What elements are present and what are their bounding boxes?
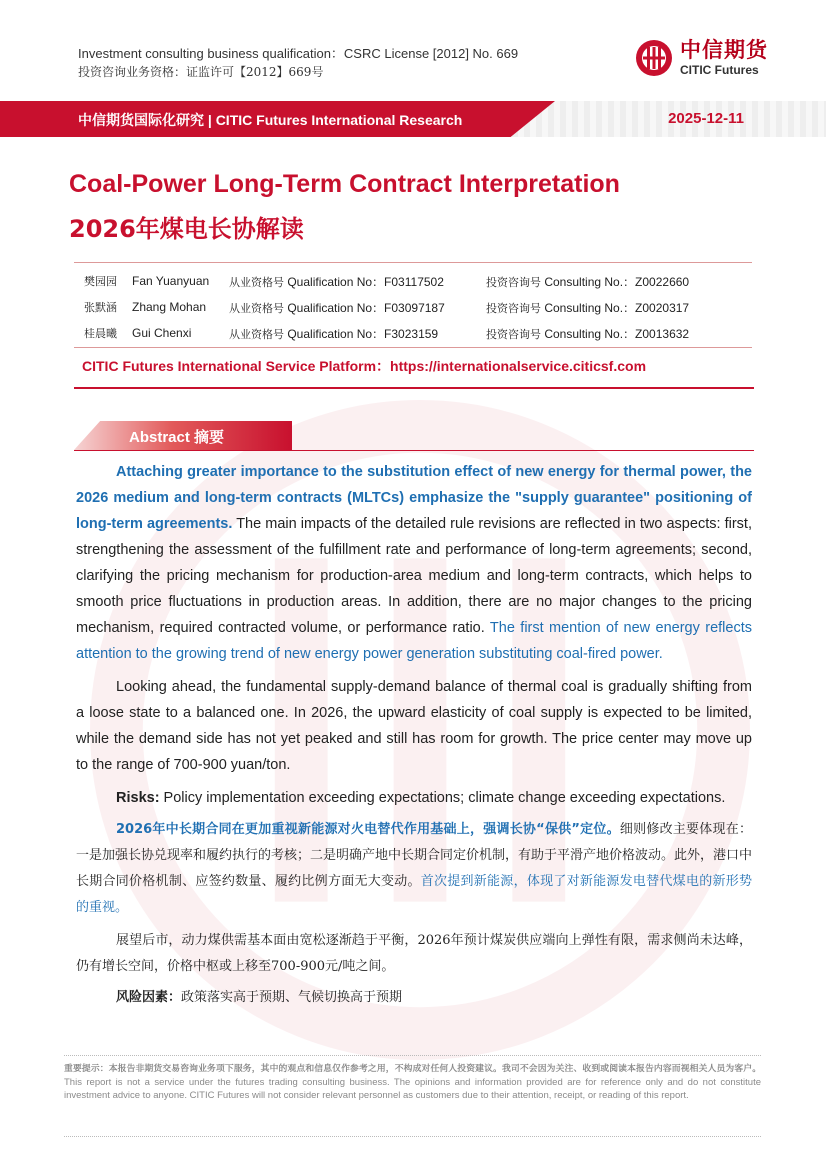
author-consulting: [486, 299, 689, 316]
author-qualification: [229, 325, 486, 342]
author-name-en: Zhang Mohan: [132, 300, 207, 314]
abstract-cn-paragraph-2: 展望后市，动力煤供需基本面由宽松逐渐趋于平衡，2026年预计煤炭供应端向上弹性有限，需求侧尚未达峰，仍有增长空间，价格中枢或上移至700-900元/吨之间。: [76, 933, 752, 974]
body-text-cn: 细则修改主要体现在：一是加强长协兑现率和履约执行的考核；二是明确产地中长期合同定价机制，有助于平滑产地价格波动。此外，港口中长期合同价格机制、应签约数量、履约比例方面无大变动。: [76, 822, 753, 889]
qualification-label: 从业资格号: [229, 301, 284, 315]
qualification-label: 从业资格号: [229, 327, 284, 341]
author-qualification: [229, 299, 486, 316]
abstract-heading: Abstract 摘要: [129, 429, 225, 446]
logo-text-cn: 中信期货: [680, 38, 768, 62]
author-name-en: Gui Chenxi: [132, 326, 192, 340]
disclaimer: [64, 1055, 761, 1137]
divider: [74, 450, 754, 451]
disclaimer-cn: 重要提示：本报告非期货交易咨询业务项下服务，其中的观点和信息仅作参考之用，不构成对任何人投资建议。我司不会因为关注、收到或阅读本报告内容而视相关人员为客户。: [64, 1064, 761, 1074]
risks-text-en: Policy implementation exceeding expectations; climate change exceeding expectations.: [159, 790, 726, 806]
header-banner: [0, 101, 826, 137]
abstract-en-paragraph-2: Looking ahead, the fundamental supply-demand balance of thermal coal is gradually shifting from a loose state to a balanced one. In 2026, the upward elasticity of coal supply is expected to be limited, while the demand side has not yet peaked and still has room for growth. The price center may move up to the range of 700-900 yuan/ton.: [76, 679, 752, 773]
qualification-cn: 投资咨询业务资格：证监许可【2012】669号: [78, 65, 324, 79]
consulting-label: 投资咨询号: [486, 301, 541, 315]
divider-red: [74, 387, 754, 389]
banner-title: 中信期货国际化研究 | CITIC Futures International Research: [78, 112, 463, 128]
author-consulting: [486, 273, 689, 290]
citic-logo: [634, 38, 768, 78]
consulting-number: Consulting No.：Z0020317: [544, 300, 690, 315]
author-name-cn: 桂晨曦: [84, 327, 117, 340]
consulting-label: 投资咨询号: [486, 327, 541, 341]
divider: [74, 347, 752, 348]
abstract-cn-paragraph-1: [76, 817, 752, 921]
divider: [74, 262, 752, 263]
risks-label-cn: 风险因素：: [116, 990, 182, 1005]
author-name-en: Fan Yuanyuan: [132, 274, 210, 288]
qualification-number: Qualification No：F03097187: [287, 300, 445, 315]
consulting-number: Consulting No.：Z0022660: [544, 274, 690, 289]
key-finding-cn: 2026年中长期合同在更加重视新能源对火电替代作用基础上，强调长协“保供”定位。: [116, 822, 620, 837]
qualification-number: Qualification No：F3023159: [287, 326, 439, 341]
author-name-cn: 张默涵: [84, 301, 117, 314]
risks-en: [76, 785, 752, 811]
qualification-label: 从业资格号: [229, 275, 284, 289]
qualification-number: Qualification No：F03117502: [287, 274, 444, 289]
page-title-en: Coal-Power Long-Term Contract Interpretation: [69, 170, 620, 198]
qualification-en: Investment consulting business qualification：CSRC License [2012] No. 669: [78, 46, 519, 61]
abstract-section-tag: [74, 421, 292, 450]
logo-text-en: CITIC Futures: [680, 63, 759, 77]
risks-label-en: Risks:: [116, 790, 160, 806]
qualification-block: [78, 45, 518, 81]
abstract-en-paragraph-1: [76, 459, 752, 667]
disclaimer-en: This report is not a service under the futures trading consulting business. The opinions and information provided are for reference only and do not constitute investment advice to anyone. CITIC Futures will not consider relevant personnel as customers due to their attention, receipt, or reading of this report.: [64, 1077, 761, 1101]
author-list: [84, 268, 754, 346]
consulting-number: Consulting No.：Z0013632: [544, 326, 690, 341]
key-finding-en: Attaching greater importance to the substitution effect of new energy for thermal power, the 2026 medium and long-term contracts (MLTCs) emphasize the "supply guarantee" positioning of long-term agreements.: [76, 464, 752, 532]
risks-cn: [76, 985, 752, 1011]
author-row: [84, 294, 754, 320]
highlight-text-cn: 首次提到新能源，体现了对新能源发电替代煤电的新形势的重视。: [76, 874, 752, 915]
author-qualification: [229, 273, 486, 290]
risks-text-cn: 政策落实高于预期、气候切换高于预期: [181, 990, 403, 1005]
report-date: 2025-12-11: [668, 110, 744, 127]
author-row: [84, 320, 754, 346]
banner-pattern: [500, 101, 826, 137]
highlight-text-en: The first mention of new energy reflects attention to the growing trend of new energy power generation substituting coal-fired power.: [76, 620, 752, 662]
page-title-cn: 2026年煤电长协解读: [69, 215, 304, 243]
citic-logo-icon: [634, 38, 674, 78]
consulting-label: 投资咨询号: [486, 275, 541, 289]
body-text: The main impacts of the detailed rule revisions are reflected in two aspects: first, strengthening the assessment of the fulfillment rate and performance of long-term agreements; second, clarifying the pricing mechanism for production-area medium and long-term contracts, which helps to smooth price fluctuations in production areas. In addition, there are no major changes to the pricing mechanism, required contracted volume, or performance ratio.: [76, 516, 752, 636]
author-name-cn: 樊园园: [84, 275, 117, 288]
service-platform-link[interactable]: CITIC Futures International Service Platform：https://internationalservice.citicsf.com: [82, 358, 647, 374]
author-consulting: [486, 325, 689, 342]
author-row: [84, 268, 754, 294]
